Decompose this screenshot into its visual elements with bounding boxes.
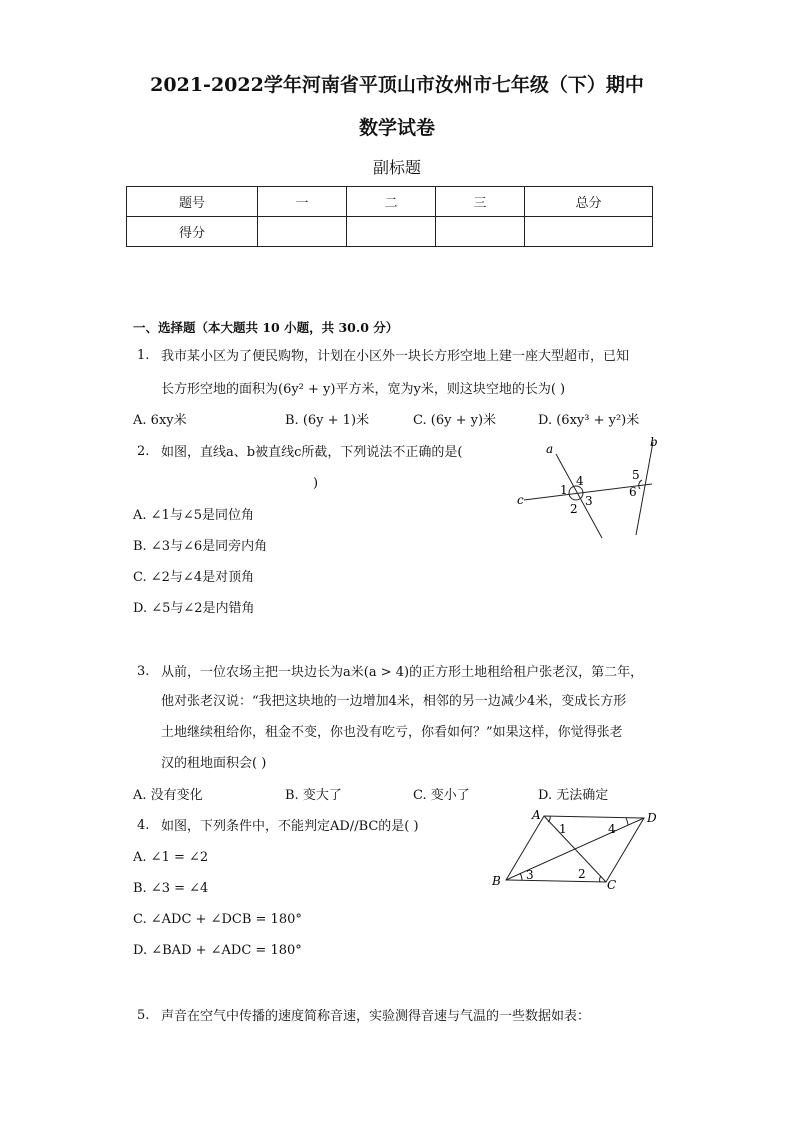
option-a[interactable] bbox=[133, 848, 208, 868]
option-text: 6xy米 bbox=[150, 413, 187, 428]
option-c[interactable] bbox=[133, 910, 302, 930]
option-c[interactable] bbox=[413, 411, 496, 431]
option-b[interactable] bbox=[133, 537, 267, 557]
angle-label-4: 4 bbox=[608, 822, 616, 836]
option-letter: B. bbox=[285, 788, 299, 803]
option-letter: D. bbox=[538, 788, 553, 803]
option-text: (6xy³ + y²)米 bbox=[556, 413, 640, 428]
option-a[interactable] bbox=[133, 411, 187, 431]
option-c[interactable] bbox=[413, 786, 470, 806]
vertex-label-b: B bbox=[492, 874, 501, 888]
option-text: ∠3 = ∠4 bbox=[150, 881, 209, 896]
option-d[interactable] bbox=[133, 599, 255, 619]
angle-arc-marker bbox=[548, 816, 550, 822]
option-b[interactable] bbox=[285, 411, 369, 431]
option-text: 没有变化 bbox=[150, 788, 203, 803]
option-text: ∠1与∠5是同位角 bbox=[150, 508, 254, 523]
question-number: 1. bbox=[137, 348, 150, 363]
option-text: ∠5与∠2是内错角 bbox=[151, 601, 255, 616]
option-text: ∠BAD + ∠ADC = 180° bbox=[151, 943, 302, 958]
vertex-label-d: D bbox=[647, 811, 657, 825]
option-letter: A. bbox=[133, 788, 147, 803]
option-letter: C. bbox=[133, 570, 147, 585]
q4-figure bbox=[486, 806, 666, 892]
option-letter: A. bbox=[133, 413, 147, 428]
option-letter: A. bbox=[133, 508, 147, 523]
question-number: 3. bbox=[137, 664, 150, 679]
angle-arc-marker bbox=[600, 876, 601, 882]
question-text: 如图，直线a、b被直线c所截，下列说法不正确的是( bbox=[161, 445, 463, 460]
score-table-score-row bbox=[127, 217, 653, 247]
angle-label-3: 3 bbox=[526, 868, 534, 882]
question-text: 从前，一位农场主把一块边长为a米(a > 4)的正方形土地租给租户张老汉，第二年， bbox=[161, 665, 644, 680]
option-text: 变大了 bbox=[302, 788, 342, 803]
score-cell[interactable] bbox=[525, 217, 653, 247]
option-letter: C. bbox=[133, 912, 147, 927]
option-letter: B. bbox=[133, 539, 147, 554]
option-text: ∠ADC + ∠DCB = 180° bbox=[150, 912, 302, 927]
angle-label-1: 1 bbox=[559, 822, 567, 836]
question-text: 汉的租地面积会( ) bbox=[161, 756, 267, 771]
score-header-cell: 题号 bbox=[127, 187, 258, 217]
question-text: 长方形空地的面积为(6y² + y)平方米，宽为y米，则这块空地的长为( ) bbox=[161, 382, 566, 397]
score-header-cell: 一 bbox=[258, 187, 347, 217]
section-heading: 一、选择题（本大题共 10 小题，共 30.0 分） bbox=[133, 320, 399, 335]
option-a[interactable] bbox=[133, 506, 254, 526]
paper-title-line2: 数学试卷 bbox=[358, 117, 435, 139]
option-text: 无法确定 bbox=[556, 788, 609, 803]
question-text: 他对张老汉说：“我把这块地的一边增加4米，相邻的另一边减少4米，变成长方形 bbox=[161, 694, 627, 709]
option-letter: D. bbox=[133, 601, 148, 616]
angle-label-2: 2 bbox=[570, 502, 578, 516]
angle-arc-marker bbox=[520, 873, 522, 880]
option-text: (6y + y)米 bbox=[430, 413, 497, 428]
question-text: ) bbox=[313, 476, 319, 491]
angle-label-5: 5 bbox=[632, 468, 640, 482]
option-letter: B. bbox=[133, 881, 147, 896]
option-b[interactable] bbox=[133, 879, 208, 899]
line-b bbox=[636, 442, 653, 535]
score-cell[interactable] bbox=[258, 217, 347, 247]
option-letter: C. bbox=[413, 413, 427, 428]
question-text: 如图，下列条件中，不能判定AD//BC的是( ) bbox=[161, 819, 419, 834]
score-table bbox=[126, 186, 653, 247]
question-number: 4. bbox=[137, 818, 150, 833]
option-text: ∠1 = ∠2 bbox=[150, 850, 209, 865]
option-text: 变小了 bbox=[430, 788, 470, 803]
question-number: 5. bbox=[137, 1008, 150, 1023]
q2-figure bbox=[512, 434, 662, 546]
option-text: (6y + 1)米 bbox=[302, 413, 370, 428]
option-c[interactable] bbox=[133, 568, 254, 588]
option-letter: D. bbox=[133, 943, 148, 958]
option-a[interactable] bbox=[133, 786, 203, 806]
option-b[interactable] bbox=[285, 786, 342, 806]
option-d[interactable] bbox=[538, 411, 639, 431]
option-text: ∠3与∠6是同旁内角 bbox=[150, 539, 268, 554]
vertex-label-a: A bbox=[532, 808, 541, 822]
label-a: a bbox=[546, 442, 554, 456]
angle-label-4: 4 bbox=[576, 474, 584, 488]
option-d[interactable] bbox=[538, 786, 608, 806]
angle-label-1: 1 bbox=[560, 483, 568, 497]
score-cell[interactable] bbox=[436, 217, 525, 247]
label-b: b bbox=[650, 435, 658, 449]
label-c: c bbox=[517, 493, 524, 507]
vertex-label-c: C bbox=[607, 878, 617, 892]
angle-arc-marker bbox=[626, 818, 628, 825]
option-letter: D. bbox=[538, 413, 553, 428]
score-header-cell: 二 bbox=[347, 187, 436, 217]
paper-subtitle: 副标题 bbox=[372, 158, 421, 177]
question-text: 土地继续租给你，租金不变，你也没有吃亏，你看如何？”如果这样，你觉得张老 bbox=[161, 725, 623, 740]
angle-label-6: 6 bbox=[629, 485, 637, 499]
angle-label-2: 2 bbox=[578, 867, 586, 881]
paper-title-line1: 2021-2022学年河南省平顶山市汝州市七年级（下）期中 bbox=[150, 74, 644, 96]
option-letter: A. bbox=[133, 850, 147, 865]
question-text: 声音在空气中传播的速度简称音速，实验测得音速与气温的一些数据如表： bbox=[161, 1009, 591, 1024]
option-letter: B. bbox=[285, 413, 299, 428]
score-header-cell: 总分 bbox=[525, 187, 653, 217]
question-text: 我市某小区为了便民购物，计划在小区外一块长方形空地上建一座大型超市，已知 bbox=[161, 349, 630, 364]
question-number: 2. bbox=[137, 444, 150, 459]
angle-label-3: 3 bbox=[585, 494, 593, 508]
score-cell[interactable] bbox=[347, 217, 436, 247]
option-d[interactable] bbox=[133, 941, 302, 961]
option-letter: C. bbox=[413, 788, 427, 803]
score-row-label: 得分 bbox=[127, 217, 258, 247]
score-header-cell: 三 bbox=[436, 187, 525, 217]
option-text: ∠2与∠4是对顶角 bbox=[150, 570, 255, 585]
score-table-header-row bbox=[127, 187, 653, 217]
